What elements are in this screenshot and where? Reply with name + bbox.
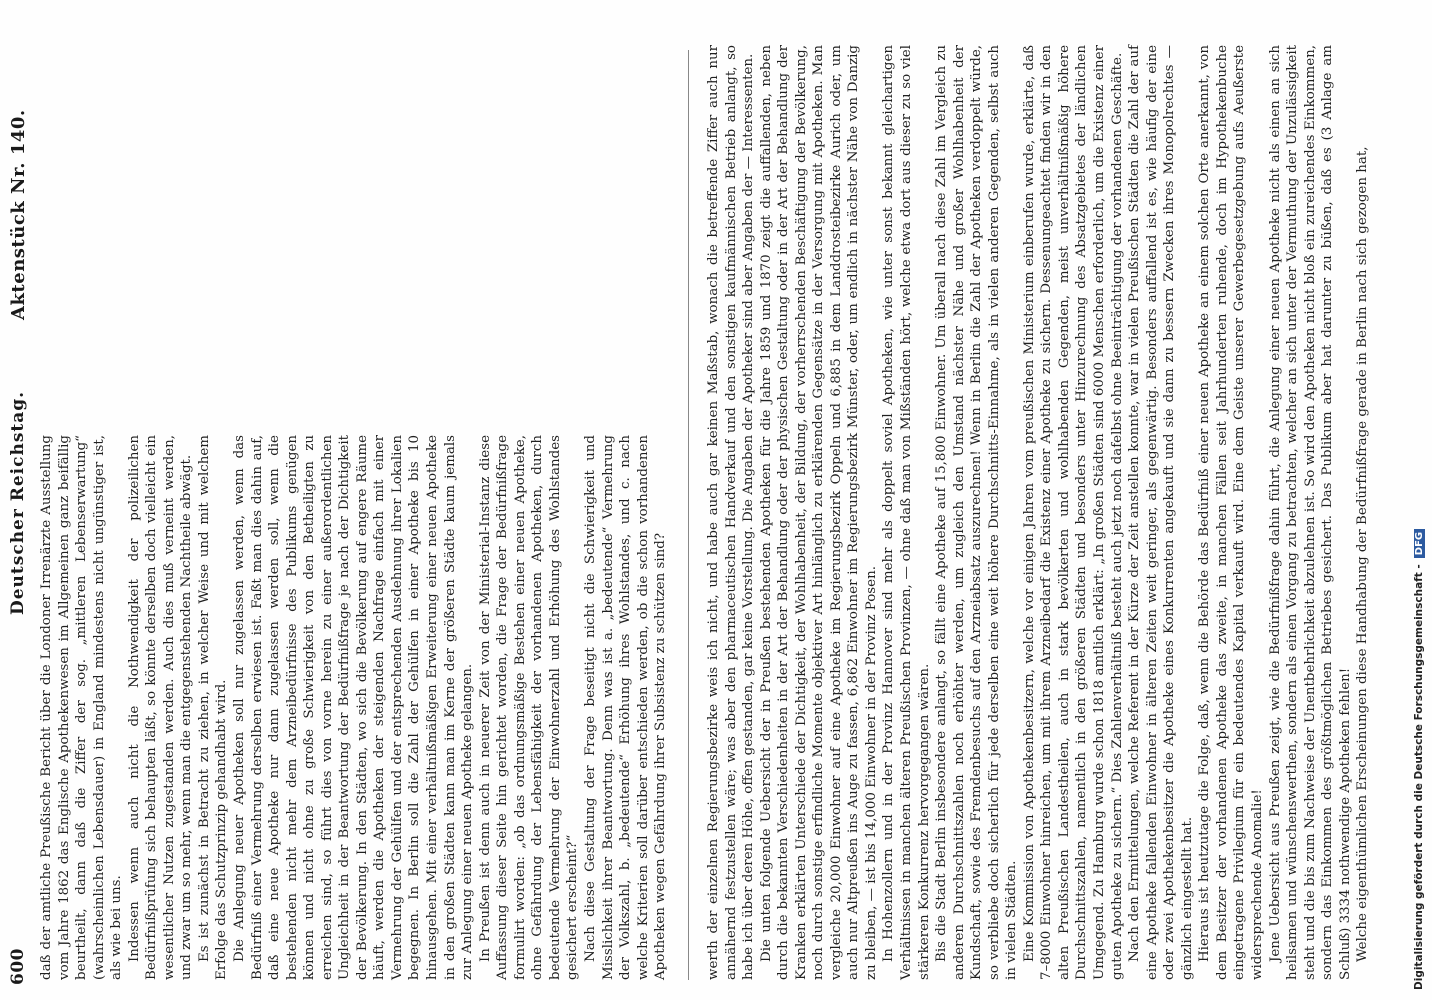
paragraph: Es ist zunächst in Betracht zu ziehen, in welcher Weise und mit welchem Erfolge das Schutzprinzip gehandhabt wird.: [196, 435, 230, 980]
paragraph: Nach den Ermittelungen, welche Referent in der Kürze der Zeit anstellen konnte, war in vielen Preußischen Städten die Zahl der auf eine Apotheke fallenden Einwohner in älteren Zeiten weit geringer, als gegenwärtig. Besonders auffallend ist es, wie häufig der eine oder zwei Apothekenbesitzer die Apotheke eines Konkurrenten angekauft und sie dann zu bessern Zwecken ihres Monopolrechtes — gänzlich eingestellt hat.: [1127, 45, 1195, 980]
paragraph: Die Anlegung neuer Apotheken soll nur zugelassen werden, wenn das Bedürfniß einer Vermehrung derselben erwiesen ist. Faßt man dies dahin auf, daß eine neue Apotheke nur dann zugelassen werden soll, wenn die bestehenden nicht mehr dem Arzneibedürfnisse des Publikums genügen können und nicht ohne zu große Schwierigkeit von den Betheiligten zu erreichen sind, so führt dies von vorne herein zu einer außerordentlichen Ungleichheit in der Beantwortung der Bedürfnißfrage je nach der Dichtigkeit der Bevölkerung. In den Städten, wo sich die Bevölkerung auf engere Räume häuft, werden die Apotheken der steigenden Nachfrage einfach mit einer Vermehrung der Gehülfen und der entsprechenden Ausdehnung ihrer Lokalien begegnen. In Berlin soll die Zahl der Gehülfen in einer Apotheke bis 10 hinausgehen. Mit einer verhältnißmäßigen Erweiterung einer neuen Apotheke in den großen Städten kann man im Kerne der größeren Städte kaum jemals zur Anlegung einer neuen Apotheke gelangen.: [232, 435, 476, 980]
credit-text: Digitalisierung gefördert durch die Deutsche Forschungsgemeinschaft -: [1413, 564, 1425, 990]
paragraph: werth der einzelnen Regierungsbezirke weis ich nicht, und habe auch gar keinen Maßstab, wonach die betreffende Ziffer auch nur annähernd festzustellen wäre; was aber den pharmaceutischen Handverkauf und den sonstigen kaufmännischen Betrieb anlangt, so habe ich über deren Höhe, offen gestanden, gar keine Vorstellung. Die Angaben der Apotheker sind aber Angaben der — Interessenten.: [706, 45, 757, 980]
right-text-column: [705, 45, 1371, 980]
column-divider: [688, 50, 689, 980]
dfg-logo: DFG: [1414, 529, 1425, 558]
section-title: Aktenstück Nr. 140.: [8, 109, 29, 320]
page-number: 600: [8, 948, 28, 985]
paragraph: Welche eigenthümlichen Erscheinungen diese Handhabung der Bedürfnißfrage gerade in Berlin nach sich gezogen hat,: [1355, 146, 1371, 962]
paragraph: Jene Uebersicht aus Preußen zeigt, wie die Bedürfnißfrage dahin führt, die Anlegung einer neuen Apotheke nicht als einen an sich heilsamen und wünschenswerthen, sondern als einen Vorgang zu betrachten, welcher an sich unter der Vermuthung der Unzulässigkeit steht und die bis zum Nachweise der Unentbehrlichkeit abzulehnen ist. So wird den Apotheken nicht bloß ein zureichendes Einkommen, sondern das Einkommen des größtmöglichen Betriebes gesichert. Das Publikum aber hat darunter zu büßen, daß es (3 Anlage am Schluß) 3334 nothwendige Apotheken fehlen!: [1267, 45, 1353, 980]
paragraph: Indessen wenn auch nicht die Nothwendigkeit der polizeilichen Bedürfnißprüfung sich behaupten läßt, so könnte derselben doch vielleicht ein wesentlicher Nutzen zugestanden werden. Auch dies muß verneint werden, und zwar um so mehr, wenn man die entgegenstehenden Nachtheile abwägt.: [126, 435, 195, 980]
paragraph: Hieraus ist heutzutage die Folge, daß, wenn die Behörde das Bedürfniß einer neuen Apotheke an einem solchen Orte anerkannt, von dem Besitzer der vorhandenen Apotheke das zweite, in manchen Fällen seit Jahrhunderten ruhende, doch im Hypothekenbuche eingetragene Privilegium für ein bedeutendes Kapital verkauft wird. Eine dem Geiste unserer Gewerbegesetzgebung aufs Aeußerste widersprechende Anomalie!: [1197, 45, 1265, 980]
paragraph: Die unten folgende Uebersicht der in Preußen bestehenden Apotheken für die Jahre 1859 und 1870 zeigt die auffallenden, neben durch die bekannten Verschiedenheiten in der Art der Behandlung oder der physischen Gestaltung oder in der Art der Behandlung der Kranken erklärten Unterschiede der Dichtigkeit, der Wohlhabenheit, der Bildung, der vorherrschenden Beschäftigung der Bevölkerung, noch durch sonstige erfindliche Momente objektiver Art hinlänglich zu erklärenden Gegensätze in der Versorgung mit Apotheken. Man vergleiche 20,000 Einwohner auf eine Apotheke im Regierungsbezirk Oppeln und 6,885 in dem Landdrosteibezirke Aurich oder, um auch nur Altpreußen ins Auge zu fassen, 6,862 Einwohner im Regierungsbezirk Münster, oder, um endlich in nächster Nähe von Danzig zu bleiben, — ist bis 14,000 Einwohner in der Provinz Posen.: [758, 45, 879, 980]
paragraph: daß der amtliche Preußische Bericht über die Londoner Irrenärzte Ausstellung vom Jahre 1862 das Englische Apothekenwesen im Allgemeinen ganz beifällig beurtheilt, dann daß die Ziffer der sog. „mittleren Lebenserwartung“ (wahrscheinlichen Lebensdauer) in England mindestens nicht ungünstiger ist, als wie bei uns.: [39, 435, 125, 980]
running-head: Deutscher Reichstag.: [8, 390, 28, 615]
paragraph: In Hohenzollern und in der Provinz Hannover sind mehr als doppelt soviel Apotheken, wie unter sonst bekannt gleichartigen Verhältnissen in manchen älteren Preußischen Provinzen, — ohne daß man von Mißständen hört, welche etwa dort aus dieser zu so viel stärkeren Konkurrenz hervorgegangen wären.: [881, 45, 932, 980]
paragraph: Eine Kommission von Apothekenbesitzern, welche vor einigen Jahren vom preußischen Ministerium einberufen wurde, erklärte, daß 7–8000 Einwohner hinreichen, um mit ihrem Arzneibedarf die Existenz einer Apotheke zu sichern. Dessenungeachtet finden wir in den alten Preußischen Landestheilen, auch in stark bevölkerten und wohlhabenden Gegenden, meist unverhältnißmäßig höhere Durchschnittszahlen, namentlich in den größeren Städten und besonders unter Hinzurechnung des Absatzgebietes der ländlichen Umgegend. Zu Hamburg wurde schon 1818 amtlich erklärt: „In großen Städten sind 6000 Menschen erforderlich, um die Existenz einer guten Apotheke zu sichern.“ Dies Zahlenverhältniß besteht auch jetzt noch dafelbst ohne Beeinträchtigung der vorhandenen Geschäfte.: [1021, 45, 1125, 980]
digitization-credit: [1413, 529, 1425, 990]
paragraph: In Preußen ist denn auch in neuerer Zeit von der Ministerial-Instanz diese Auffassung dieser Seite hin gerichtet worden, die Frage der Bedürfnißfrage formulirt worden: „ob das ordnungsmäßige Bestehen einer neuen Apotheke, ohne Gefährdung der Lebensfähigkeit der vorhandenen Apotheken, durch bedeutende Vermehrung der Einwohnerzahl und Erhöhung des Wohlstandes gesichert erscheint?“: [477, 435, 581, 980]
paragraph: Bis die Stadt Berlin insbesondere anlangt, so fällt eine Apotheke auf 15,800 Einwohner. Um überall nach diese Zahl im Vergleich zu anderen Durchschnittszahlen noch erhöhter werden, um zugleich den Umstand nächster Nähe und großer Wohlhabenheit der Kundschaft, sowie des Fremdenbesuchs auf den Arzneiabsatz auszurechnen! Wenn in Berlin die Zahl der Apotheken verdoppelt würde, so verbliebe doch sicherlich für jede derselben eine weit höhere Durchschnitts-Einnahme, als in vielen anderen Gegenden, selbst auch in vielen Städten.: [934, 45, 1020, 980]
left-text-column: [38, 435, 678, 980]
paragraph: Nach diese Gestaltung der Frage beseitigt nicht die Schwierigkeit und Misslichkeit ihrer Beantwortung. Denn was ist a. „bedeutende“ Vermehrung der Volkszahl, b. „bedeutende“ Erhöhung ihres Wohlstandes, und c. nach welche Kriterien soll darüber entschieden werden, ob die schon vorhandenen Apotheken wegen Gefährdung ihrer Subsistenz zu schützen sind?: [582, 435, 669, 980]
rotated-text-layer: [0, 40, 1395, 990]
